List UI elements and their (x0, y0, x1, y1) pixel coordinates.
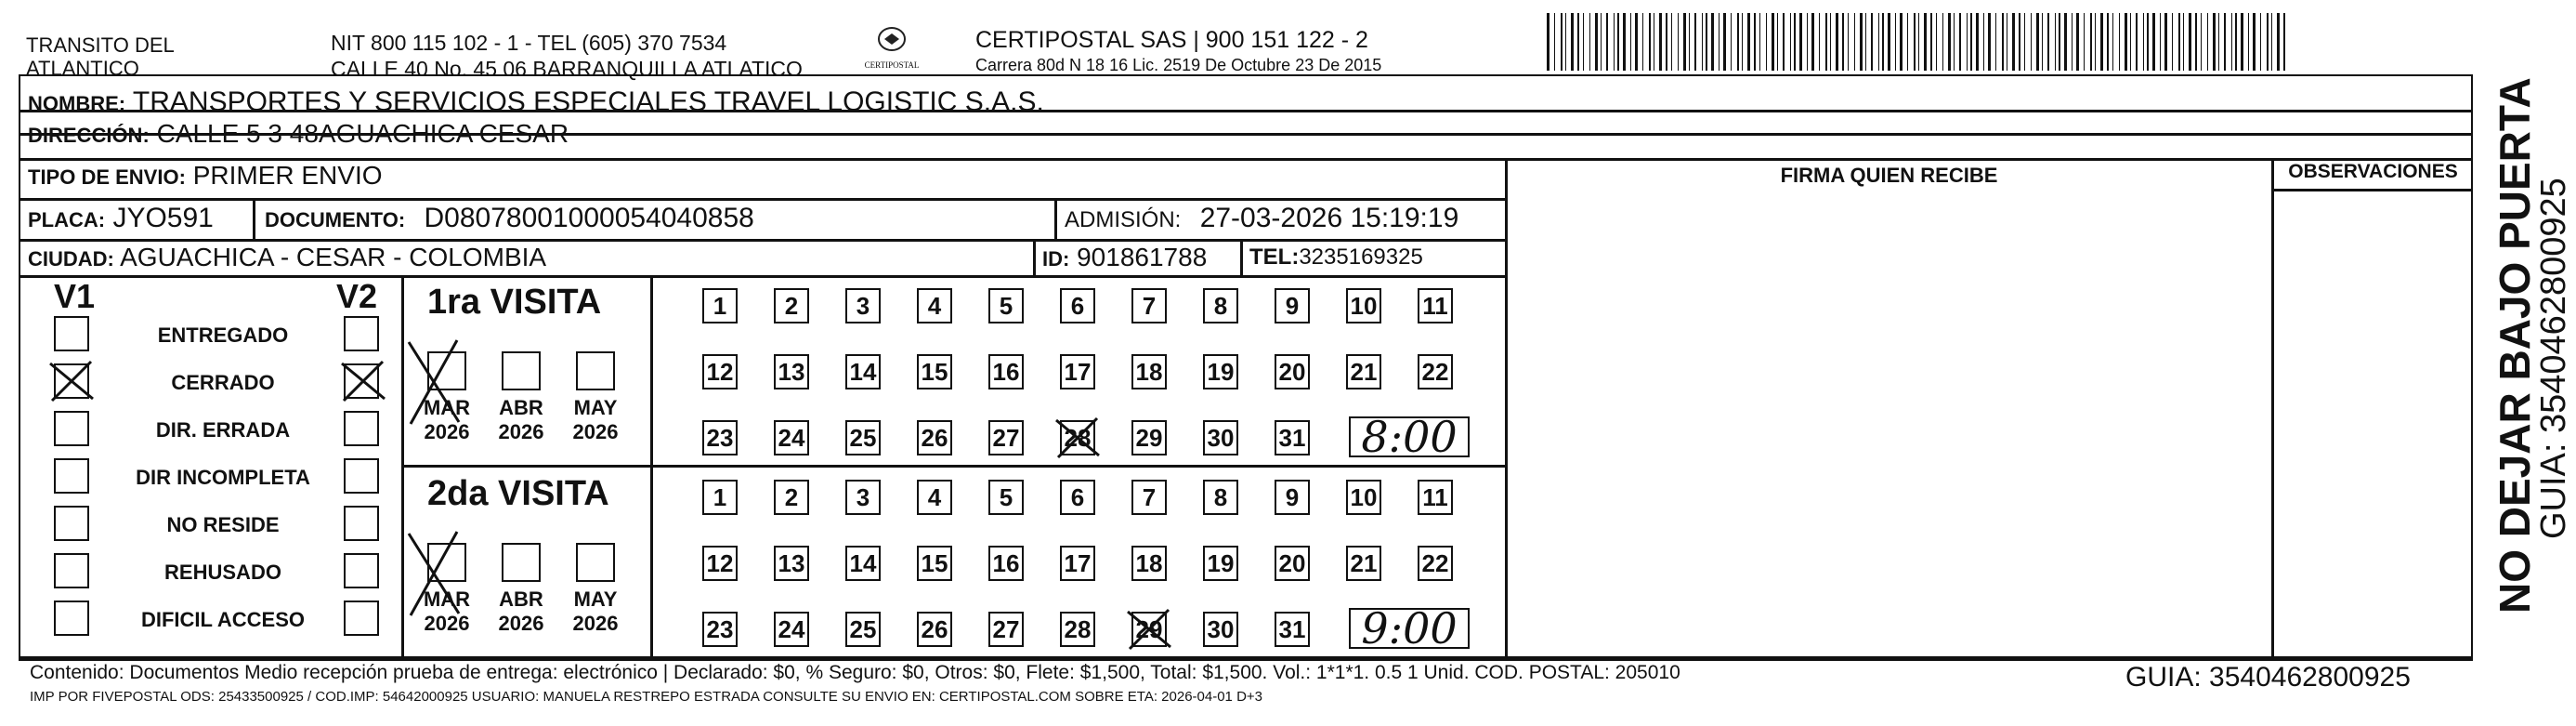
day-box: 15 (917, 546, 952, 581)
firma-label: FIRMA QUIEN RECIBE (1780, 164, 1998, 187)
barcode-bar (2260, 13, 2261, 71)
day-box: 21 (1346, 354, 1381, 389)
barcode-bar (1589, 13, 1590, 71)
certi-line-2: Carrera 80d N 18 16 Lic. 2519 De Octubre 23 De 2015 (975, 56, 1382, 74)
day-box: 3 (845, 480, 881, 515)
direccion-value: CALLE 5 3 48AGUACHICA CESAR (156, 121, 569, 148)
barcode-bar (1754, 13, 1756, 71)
barcode-bar (1836, 13, 1838, 71)
barcode-bar (2031, 13, 2032, 71)
day-box: 9 (1275, 480, 1310, 515)
v2-label: V2 (336, 277, 378, 315)
barcode-bar (2207, 13, 2208, 71)
admision-row (1065, 203, 1458, 234)
no-dejar-bajo-puerta: NO DEJAR BAJO PUERTA (2491, 77, 2539, 614)
month-year: 2026 (498, 420, 544, 443)
handwritten-time: 8:00 (1349, 416, 1470, 457)
month-name: MAR (423, 396, 471, 419)
address-line: CALLE 40 No. 45 06 BARRANQUILLA ATLATICO (331, 57, 803, 81)
barcode-bar (1731, 13, 1732, 71)
day-check-mark (1054, 416, 1101, 459)
barcode-bar (2271, 13, 2272, 71)
day-box: 6 (1060, 288, 1095, 323)
barcode-bar (1878, 13, 1879, 71)
tipo-value: PRIMER ENVIO (192, 161, 383, 190)
day-box: 17 (1060, 354, 1095, 389)
day-box: 22 (1418, 546, 1453, 581)
direccion-label: DIRECCIÓN: (28, 124, 150, 147)
day-box: 31 (1275, 612, 1310, 647)
month-name: MAY (573, 587, 618, 611)
barcode (1547, 13, 2290, 71)
barcode-bar (2248, 13, 2249, 71)
placa-row (28, 203, 214, 234)
documento-value: D08078001000054040858 (424, 203, 754, 233)
footer-imp-line: IMP POR FIVEPOSTAL ODS: 25433500925 / COD.IMP: 54642000925 USUARIO: MANUELA RESTREPO ESTRADA CONSULTE SU ENVIO EN: CERTIPOSTAL.COM SOBRE ETA: 2026-04-01 D+3 (30, 689, 1263, 705)
barcode-bar (2267, 13, 2269, 71)
barcode-bar (1737, 13, 1739, 71)
day-box: 18 (1131, 546, 1167, 581)
barcode-bar (2136, 13, 2138, 71)
month-name: MAR (423, 587, 471, 611)
status-label: DIFICIL ACCESO (140, 608, 305, 631)
barcode-bar (1930, 13, 1932, 71)
id-value: 901861788 (1077, 243, 1208, 271)
day-box: 11 (1418, 480, 1453, 515)
barcode-bar (2235, 13, 2237, 71)
barcode-bar (1895, 13, 1896, 71)
day-box: 2 (774, 480, 809, 515)
barcode-bar (1842, 13, 1844, 71)
barcode-bar (2100, 13, 2103, 71)
barcode-bar (1976, 13, 1979, 71)
barcode-bar (2178, 13, 2180, 71)
day-box: 25 (845, 612, 881, 647)
barcode-bar (1967, 13, 1968, 71)
logo-text: CERTIPOSTAL (864, 60, 920, 70)
barcode-bar (1914, 13, 1916, 71)
day-box: 26 (917, 420, 952, 455)
documento-label: DOCUMENTO: (265, 208, 406, 231)
barcode-bar (2189, 13, 2191, 71)
month-name: MAY (573, 396, 618, 419)
ciudad-row (28, 243, 546, 272)
day-box: 1 (702, 288, 738, 323)
nombre-value: TRANSPORTES Y SERVICIOS ESPECIALES TRAVEL LOGISTIC S.A.S. (132, 86, 1044, 117)
barcode-bar (2231, 13, 2232, 71)
barcode-bar (1766, 13, 1767, 71)
day-check-mark (1126, 608, 1172, 651)
day-box: 20 (1275, 354, 1310, 389)
barcode-bar (2125, 13, 2127, 71)
barcode-bar (1719, 13, 1720, 71)
barcode-bar (2024, 13, 2025, 71)
barcode-bar (1954, 13, 1955, 71)
barcode-bar (2095, 13, 2096, 71)
barcode-bar (1825, 13, 1827, 71)
day-box: 1 (702, 480, 738, 515)
ciudad-label: CIUDAD: (28, 247, 114, 271)
barcode-bar (2090, 13, 2092, 71)
barcode-bar (2130, 13, 2131, 71)
day-box: 13 (774, 354, 809, 389)
day-box: 24 (774, 420, 809, 455)
barcode-bar (1547, 13, 1550, 71)
day-box: 27 (988, 612, 1024, 647)
month-checkbox (502, 543, 541, 582)
day-box: 30 (1203, 420, 1238, 455)
barcode-bar (2059, 13, 2060, 71)
barcode-bar (1702, 13, 1703, 71)
certipostal-info (975, 26, 1381, 76)
day-box: 5 (988, 480, 1024, 515)
status-label: REHUSADO (164, 561, 281, 584)
barcode-bar (1942, 13, 1943, 71)
barcode-bar (1988, 13, 1991, 71)
barcode-bar (2147, 13, 2149, 71)
month-label (563, 587, 628, 636)
barcode-bar (1666, 13, 1667, 71)
day-box: 13 (774, 546, 809, 581)
month-name: ABR (499, 587, 543, 611)
barcode-bar (1577, 13, 1579, 71)
tel-label: TEL: (1249, 244, 1300, 270)
barcode-bar (2183, 13, 2184, 71)
barcode-bar (1970, 13, 1972, 71)
day-box: 9 (1275, 288, 1310, 323)
barcode-bar (1565, 13, 1566, 71)
month-label (563, 396, 628, 444)
month-name: ABR (499, 396, 543, 419)
barcode-bar (1601, 13, 1602, 71)
barcode-bar (1595, 13, 1598, 71)
barcode-bar (2277, 13, 2280, 71)
tipo-label: TIPO DE ENVIO: (28, 165, 186, 189)
barcode-bar (2143, 13, 2144, 71)
observaciones-label: OBSERVACIONES (2288, 161, 2458, 182)
barcode-bar (2064, 13, 2067, 71)
barcode-bar (1830, 13, 1831, 71)
admision-label: ADMISIÓN: (1065, 207, 1182, 232)
barcode-bar (2076, 13, 2079, 71)
status-label: DIR INCOMPLETA (136, 466, 310, 489)
day-box: 16 (988, 354, 1024, 389)
day-box: 30 (1203, 612, 1238, 647)
barcode-bar (2119, 13, 2120, 71)
form-frame (19, 74, 2473, 658)
v2-check-mark (340, 360, 386, 403)
month-year: 2026 (572, 612, 619, 635)
day-box: 16 (988, 546, 1024, 581)
status-label: DIR. ERRADA (155, 418, 291, 442)
barcode-bar (1907, 13, 1908, 71)
tel-row (1249, 244, 1423, 271)
barcode-bar (1959, 13, 1961, 71)
v1-check-mark (48, 360, 95, 403)
day-box: 23 (702, 612, 738, 647)
company-name (26, 33, 175, 80)
barcode-bar (1772, 13, 1774, 71)
barcode-bar (1742, 13, 1743, 71)
barcode-bar (1706, 13, 1707, 71)
company-line-2: ATLANTICO (26, 57, 139, 80)
admision-value: 27-03-2026 15:19:19 (1199, 203, 1459, 233)
barcode-bar (1807, 13, 1808, 71)
barcode-bar (2047, 13, 2049, 71)
month-check-mark (407, 530, 461, 617)
barcode-bar (2019, 13, 2020, 71)
day-box: 17 (1060, 546, 1095, 581)
barcode-bar (2253, 13, 2256, 71)
day-box: 21 (1346, 546, 1381, 581)
day-box: 4 (917, 480, 952, 515)
day-box: 10 (1346, 288, 1381, 323)
barcode-bar (1882, 13, 1884, 71)
certi-line-1: CERTIPOSTAL SAS | 900 151 122 - 2 (975, 27, 1368, 53)
day-box: 10 (1346, 480, 1381, 515)
handwritten-time: 9:00 (1349, 608, 1470, 649)
barcode-bar (2195, 13, 2197, 71)
barcode-bar (1689, 13, 1690, 71)
barcode-bar (2107, 13, 2109, 71)
barcode-bar (2201, 13, 2202, 71)
barcode-bar (1790, 13, 1791, 71)
day-box: 12 (702, 546, 738, 581)
day-box: 14 (845, 546, 881, 581)
barcode-bar (2152, 13, 2155, 71)
visit-title: 1ra VISITA (427, 283, 602, 322)
logo-icon (876, 26, 908, 56)
barcode-bar (1554, 13, 1555, 71)
barcode-bar (1777, 13, 1778, 71)
day-box: 2 (774, 288, 809, 323)
day-box: 7 (1131, 288, 1167, 323)
barcode-bar (1694, 13, 1696, 71)
barcode-bar (2172, 13, 2173, 71)
barcode-bar (1918, 13, 1919, 71)
day-box: 22 (1418, 354, 1453, 389)
day-box: 24 (774, 612, 809, 647)
day-box: 8 (1203, 480, 1238, 515)
side-guia: GUIA: 3540462800925 (2534, 178, 2573, 539)
barcode-bar (1888, 13, 1890, 71)
barcode-bar (1583, 13, 1584, 71)
day-box: 11 (1418, 288, 1453, 323)
barcode-bar (2218, 13, 2219, 71)
month-check-mark (407, 338, 461, 426)
placa-label: PLACA: (28, 208, 106, 231)
day-box: 28 (1060, 612, 1095, 647)
day-box: 18 (1131, 354, 1167, 389)
barcode-bar (1924, 13, 1927, 71)
barcode-bar (1983, 13, 1984, 71)
barcode-bar (2224, 13, 2226, 71)
barcode-bar (2055, 13, 2056, 71)
status-label: CERRADO (171, 371, 275, 394)
barcode-bar (1900, 13, 1903, 71)
barcode-bar (2241, 13, 2243, 71)
barcode-bar (1649, 13, 1651, 71)
barcode-bar (1995, 13, 1996, 71)
barcode-bar (1783, 13, 1785, 71)
barcode-bar (1659, 13, 1662, 71)
ciudad-value: AGUACHICA - CESAR - COLOMBIA (120, 243, 547, 271)
barcode-bar (1865, 13, 1866, 71)
month-label (489, 396, 554, 444)
barcode-bar (1630, 13, 1631, 71)
day-box: 29 (1131, 420, 1167, 455)
barcode-bar (1561, 13, 1563, 71)
barcode-bar (2112, 13, 2113, 71)
status-label: NO RESIDE (166, 513, 280, 536)
month-checkbox (502, 351, 541, 390)
barcode-bar (1747, 13, 1750, 71)
day-box: 28 (1060, 420, 1095, 455)
barcode-bar (1606, 13, 1608, 71)
barcode-bar (1723, 13, 1726, 71)
day-box: 27 (988, 420, 1024, 455)
day-box: 31 (1275, 420, 1310, 455)
barcode-bar (2042, 13, 2043, 71)
day-box: 15 (917, 354, 952, 389)
company-line-1: TRANSITO DEL (26, 33, 175, 57)
day-box: 26 (917, 612, 952, 647)
month-checkbox (576, 351, 615, 390)
id-row (1042, 243, 1207, 272)
footer-contenido: Contenido: Documentos Medio recepción prueba de entrega: electrónico | Declarado: $0, % Seguro: $0, Otros: $0, Flete: $1,500, Total: $1,500. Vol.: 1*1*1. 0.5 1 Unid. COD. POSTAL: 205010 (30, 662, 1680, 683)
month-year: 2026 (424, 420, 470, 443)
barcode-bar (2164, 13, 2167, 71)
barcode-bar (2213, 13, 2216, 71)
day-box: 20 (1275, 546, 1310, 581)
barcode-bar (1571, 13, 1574, 71)
v1-label: V1 (54, 277, 96, 315)
day-box: 4 (917, 288, 952, 323)
day-box: 5 (988, 288, 1024, 323)
barcode-bar (1642, 13, 1643, 71)
day-box: 19 (1203, 354, 1238, 389)
barcode-bar (1860, 13, 1863, 71)
month-year: 2026 (572, 420, 619, 443)
documento-row (265, 203, 754, 234)
tipo-row (28, 161, 383, 191)
barcode-bar (2012, 13, 2015, 71)
barcode-bar (1936, 13, 1937, 71)
day-box: 3 (845, 288, 881, 323)
nombre-row (28, 86, 1044, 118)
month-label (489, 587, 554, 636)
day-box: 29 (1131, 612, 1167, 647)
direccion-row (28, 121, 569, 149)
day-box: 6 (1060, 480, 1095, 515)
barcode-bar (1617, 13, 1619, 71)
day-box: 14 (845, 354, 881, 389)
barcode-bar (1948, 13, 1951, 71)
barcode-bar (2002, 13, 2004, 71)
visit-title: 2da VISITA (427, 474, 609, 513)
nit-line: NIT 800 115 102 - 1 - TEL (605) 370 7534 (331, 31, 727, 55)
barcode-bar (1871, 13, 1873, 71)
day-box: 12 (702, 354, 738, 389)
day-box: 23 (702, 420, 738, 455)
barcode-bar (1759, 13, 1760, 71)
footer-guia: GUIA: 3540462800925 (2125, 662, 2411, 693)
barcode-bar (1811, 13, 1814, 71)
status-label: ENTREGADO (157, 323, 289, 347)
day-box: 19 (1203, 546, 1238, 581)
day-box: 8 (1203, 288, 1238, 323)
barcode-bar (2072, 13, 2073, 71)
placa-value: JYO591 (112, 203, 214, 233)
barcode-bar (1623, 13, 1626, 71)
nombre-label: NOMBRE: (28, 92, 126, 115)
barcode-bar (2036, 13, 2039, 71)
barcode-bar (2160, 13, 2161, 71)
barcode-bar (2283, 13, 2285, 71)
barcode-bar (1799, 13, 1802, 71)
barcode-bar (1678, 13, 1679, 71)
barcode-bar (1711, 13, 1714, 71)
tel-value: 3235169325 (1299, 244, 1423, 270)
barcode-bar (1794, 13, 1796, 71)
barcode-bar (2084, 13, 2085, 71)
month-checkbox (576, 543, 615, 582)
id-label: ID: (1042, 247, 1070, 271)
month-year: 2026 (424, 612, 470, 635)
barcode-bar (1854, 13, 1855, 71)
barcode-bar (1671, 13, 1672, 71)
barcode-bar (1848, 13, 1849, 71)
barcode-bar (1683, 13, 1686, 71)
barcode-bar (1819, 13, 1820, 71)
barcode-bar (1614, 13, 1615, 71)
day-box: 25 (845, 420, 881, 455)
certipostal-logo (855, 26, 929, 70)
barcode-bar (1635, 13, 1638, 71)
month-year: 2026 (498, 612, 544, 635)
day-box: 7 (1131, 480, 1167, 515)
